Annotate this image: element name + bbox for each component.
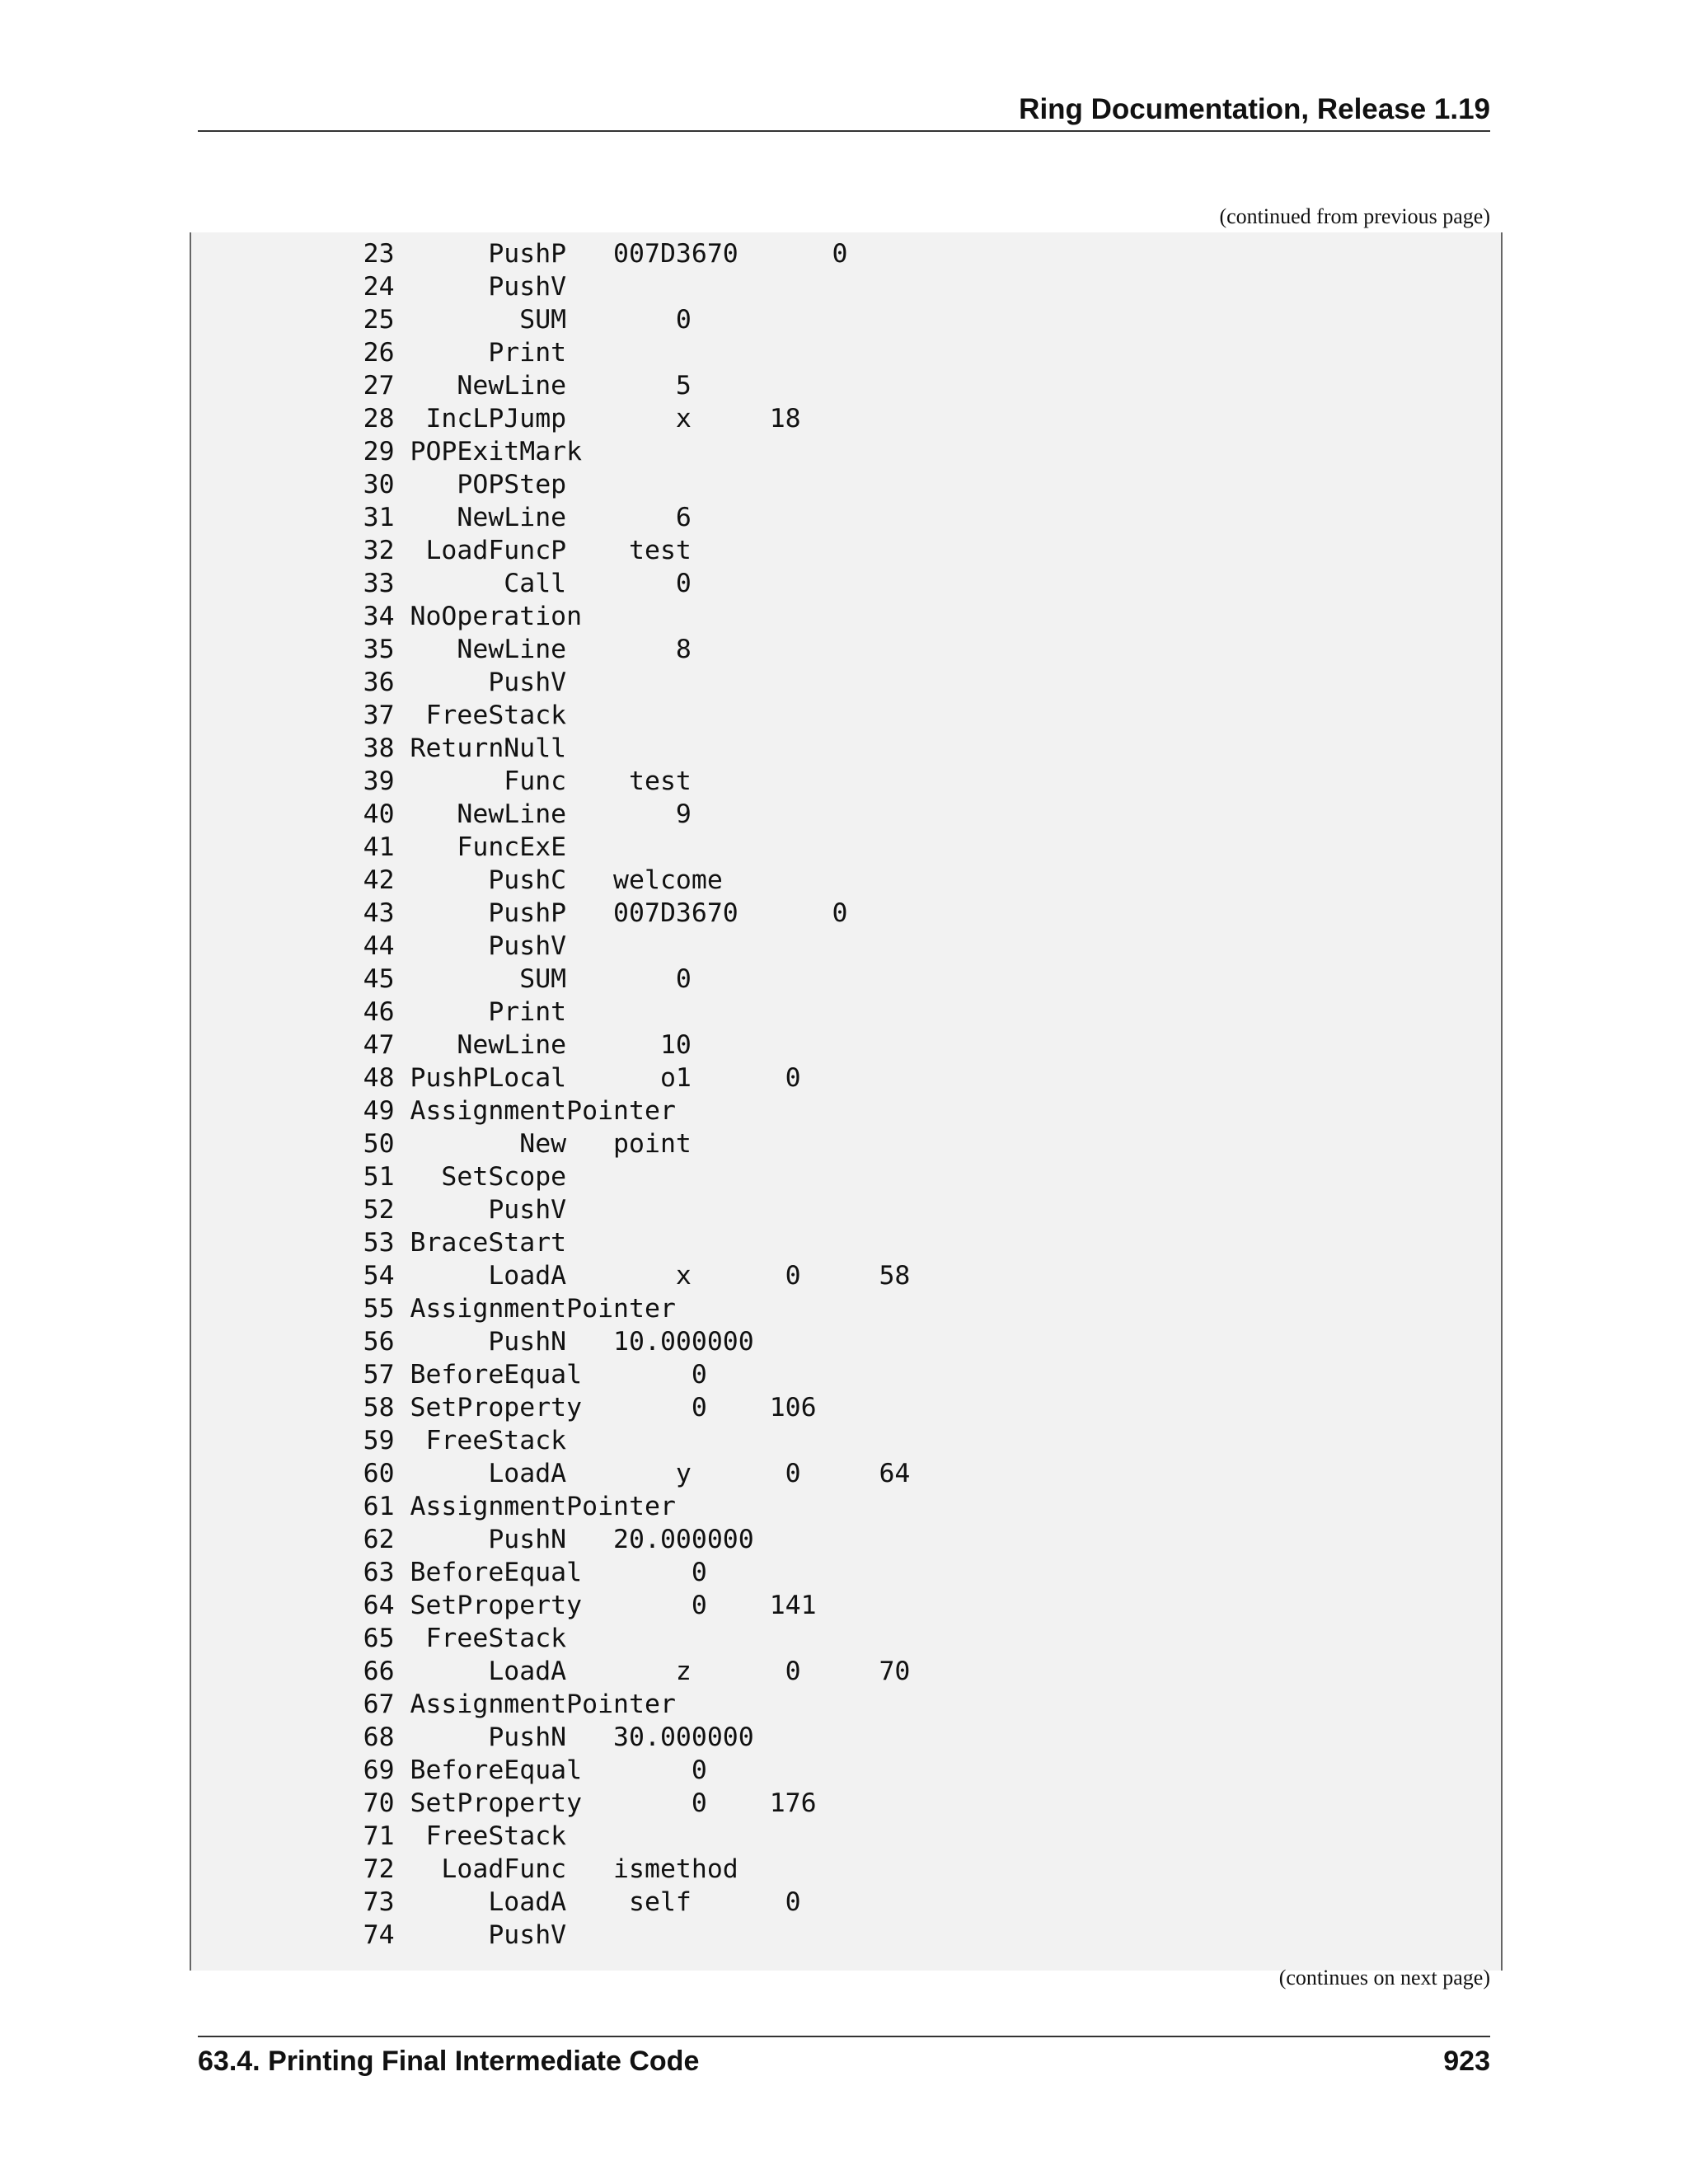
code-line: 57 BeforeEqual 0 <box>191 1360 707 1390</box>
code-line: 24 PushV <box>191 272 567 302</box>
code-line: 64 SetProperty 0 141 <box>191 1591 817 1620</box>
code-line: 36 PushV <box>191 668 567 697</box>
page-footer <box>198 2036 1490 2087</box>
code-line: 31 NewLine 6 <box>191 503 692 532</box>
code-line: 28 IncLPJump x 18 <box>191 404 801 434</box>
code-line: 58 SetProperty 0 106 <box>191 1393 817 1422</box>
code-lines <box>191 237 910 1952</box>
code-line: 71 FreeStack <box>191 1821 567 1851</box>
code-line: 59 FreeStack <box>191 1426 567 1455</box>
code-line: 26 Print <box>191 338 567 368</box>
code-line: 45 SUM 0 <box>191 964 692 994</box>
code-line: 33 Call 0 <box>191 569 692 598</box>
code-line: 30 POPStep <box>191 470 567 499</box>
code-line: 41 FuncExE <box>191 832 567 862</box>
code-line: 43 PushP 007D3670 0 <box>191 898 848 928</box>
code-line: 39 Func test <box>191 766 692 796</box>
code-line: 37 FreeStack <box>191 701 567 730</box>
code-line: 69 BeforeEqual 0 <box>191 1755 707 1785</box>
code-line: 46 Print <box>191 997 567 1027</box>
code-line: 61 AssignmentPointer <box>191 1492 676 1521</box>
code-line: 55 AssignmentPointer <box>191 1294 676 1324</box>
code-line: 47 NewLine 10 <box>191 1030 692 1060</box>
code-line: 74 PushV <box>191 1920 567 1950</box>
code-line: 70 SetProperty 0 176 <box>191 1788 817 1818</box>
page-header <box>198 89 1490 132</box>
code-line: 60 LoadA y 0 64 <box>191 1459 911 1488</box>
document-title: Ring Documentation, Release 1.19 <box>1019 93 1490 125</box>
page-number: 923 <box>1443 2046 1490 2077</box>
code-line: 52 PushV <box>191 1195 567 1225</box>
code-line: 51 SetScope <box>191 1162 567 1192</box>
continued-from-note: (continued from previous page) <box>1219 204 1490 228</box>
code-line: 40 NewLine 9 <box>191 799 692 829</box>
code-line: 32 LoadFuncP test <box>191 536 692 565</box>
code-block <box>190 232 1503 1971</box>
code-line: 23 PushP 007D3670 0 <box>191 239 848 269</box>
code-line: 44 PushV <box>191 931 567 961</box>
code-line: 49 AssignmentPointer <box>191 1096 676 1126</box>
code-line: 56 PushN 10.000000 <box>191 1327 754 1357</box>
code-line: 63 BeforeEqual 0 <box>191 1558 707 1587</box>
section-title: 63.4. Printing Final Intermediate Code <box>198 2046 700 2077</box>
code-line: 42 PushC welcome <box>191 865 723 895</box>
continues-on-note: (continues on next page) <box>1278 1966 1490 1990</box>
code-line: 72 LoadFunc ismethod <box>191 1854 738 1884</box>
code-line: 50 New point <box>191 1129 692 1159</box>
code-line: 65 FreeStack <box>191 1624 567 1653</box>
code-line: 25 SUM 0 <box>191 305 692 335</box>
code-line: 62 PushN 20.000000 <box>191 1525 754 1554</box>
code-line: 38 ReturnNull <box>191 733 567 763</box>
code-line: 35 NewLine 8 <box>191 635 692 664</box>
code-line: 53 BraceStart <box>191 1228 567 1258</box>
code-line: 73 LoadA self 0 <box>191 1887 801 1917</box>
code-line: 27 NewLine 5 <box>191 371 692 401</box>
code-line: 54 LoadA x 0 58 <box>191 1261 911 1291</box>
code-line: 66 LoadA z 0 70 <box>191 1657 911 1686</box>
code-line: 68 PushN 30.000000 <box>191 1722 754 1752</box>
code-line: 48 PushPLocal o1 0 <box>191 1063 801 1093</box>
code-line: 29 POPExitMark <box>191 437 583 466</box>
code-line: 34 NoOperation <box>191 602 583 631</box>
code-line: 67 AssignmentPointer <box>191 1690 676 1719</box>
